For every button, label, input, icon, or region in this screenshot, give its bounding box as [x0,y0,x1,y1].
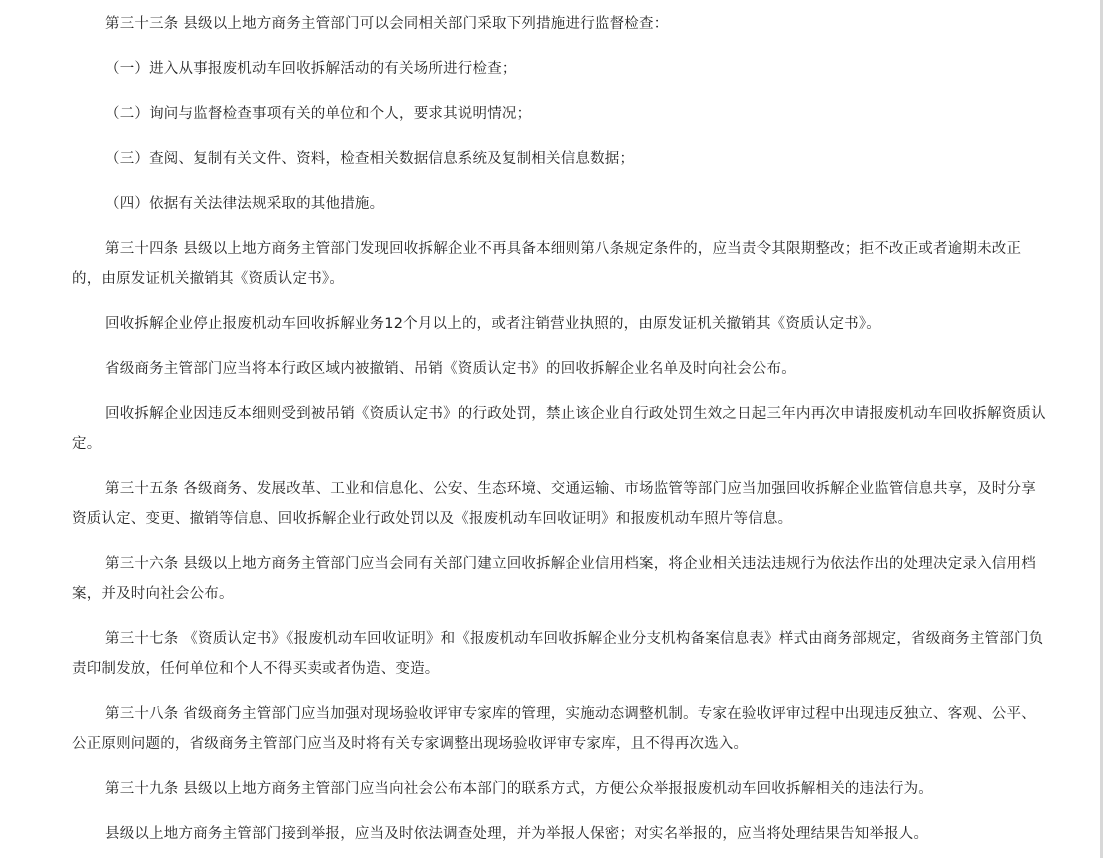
paragraph-article-33: 第三十三条 县级以上地方商务主管部门可以会同相关部门采取下列措施进行监督检查： [105,16,669,32]
paragraph-item-2: （二）询问与监督检查事项有关的单位和个人，要求其说明情况； [105,106,532,122]
paragraph-article-36: 第三十六条 县级以上地方商务主管部门应当会同有关部门建立回收拆解企业信用档案，将企业相关违法违规行为依法作出的处理决定录入信用档案，并及时向社会公布。 [72,556,1036,602]
paragraph-item-1: （一）进入从事报废机动车回收拆解活动的有关场所进行检查； [105,61,517,77]
paragraph-article-37: 第三十七条 《资质认定书》《报废机动车回收证明》和《报废机动车回收拆解企业分支机构备案信息表》样式由商务部规定，省级商务主管部门负责印制发放，任何单位和个人不得买卖或者伪造、变造。 [72,631,1044,677]
paragraph-item-3: （三）查阅、复制有关文件、资料，检查相关数据信息系统及复制相关信息数据； [105,151,635,167]
paragraph-article-34-clause-4: 回收拆解企业因违反本细则受到被吊销《资质认定书》的行政处罚，禁止该企业自行政处罚生效之日起三年内再次申请报废机动车回收拆解资质认定。 [72,406,1046,452]
paragraph-article-34: 第三十四条 县级以上地方商务主管部门发现回收拆解企业不再具备本细则第八条规定条件的，应当责令其限期整改；拒不改正或者逾期未改正的，由原发证机关撤销其《资质认定书》。 [72,241,1022,287]
paragraph-article-39: 第三十九条 县级以上地方商务主管部门应当向社会公布本部门的联系方式，方便公众举报报废机动车回收拆解相关的违法行为。 [105,781,934,797]
paragraph-article-39-clause-2: 县级以上地方商务主管部门接到举报，应当及时依法调查处理，并为举报人保密；对实名举报的，应当将处理结果告知举报人。 [105,826,929,842]
document-body [72,0,1048,849]
paragraph-item-4: （四）依据有关法律法规采取的其他措施。 [105,196,385,212]
paragraph-article-35: 第三十五条 各级商务、发展改革、工业和信息化、公安、生态环境、交通运输、市场监管等部门应当加强回收拆解企业监管信息共享，及时分享资质认定、变更、撤销等信息、回收拆解企业行政处罚以及《报废机动车回收证明》和报废机动车照片等信息。 [72,481,1036,527]
paragraph-article-34-clause-3: 省级商务主管部门应当将本行政区域内被撤销、吊销《资质认定书》的回收拆解企业名单及时向社会公布。 [105,361,796,377]
paragraph-article-34-clause-2: 回收拆解企业停止报废机动车回收拆解业务12个月以上的，或者注销营业执照的，由原发证机关撤销其《资质认定书》。 [105,316,881,332]
paragraph-article-38: 第三十八条 省级商务主管部门应当加强对现场验收评审专家库的管理，实施动态调整机制。专家在验收评审过程中出现违反独立、客观、公平、公正原则问题的，省级商务主管部门应当及时将有关专家调整出现场验收评审专家库，且不得再次选入。 [72,706,1036,752]
